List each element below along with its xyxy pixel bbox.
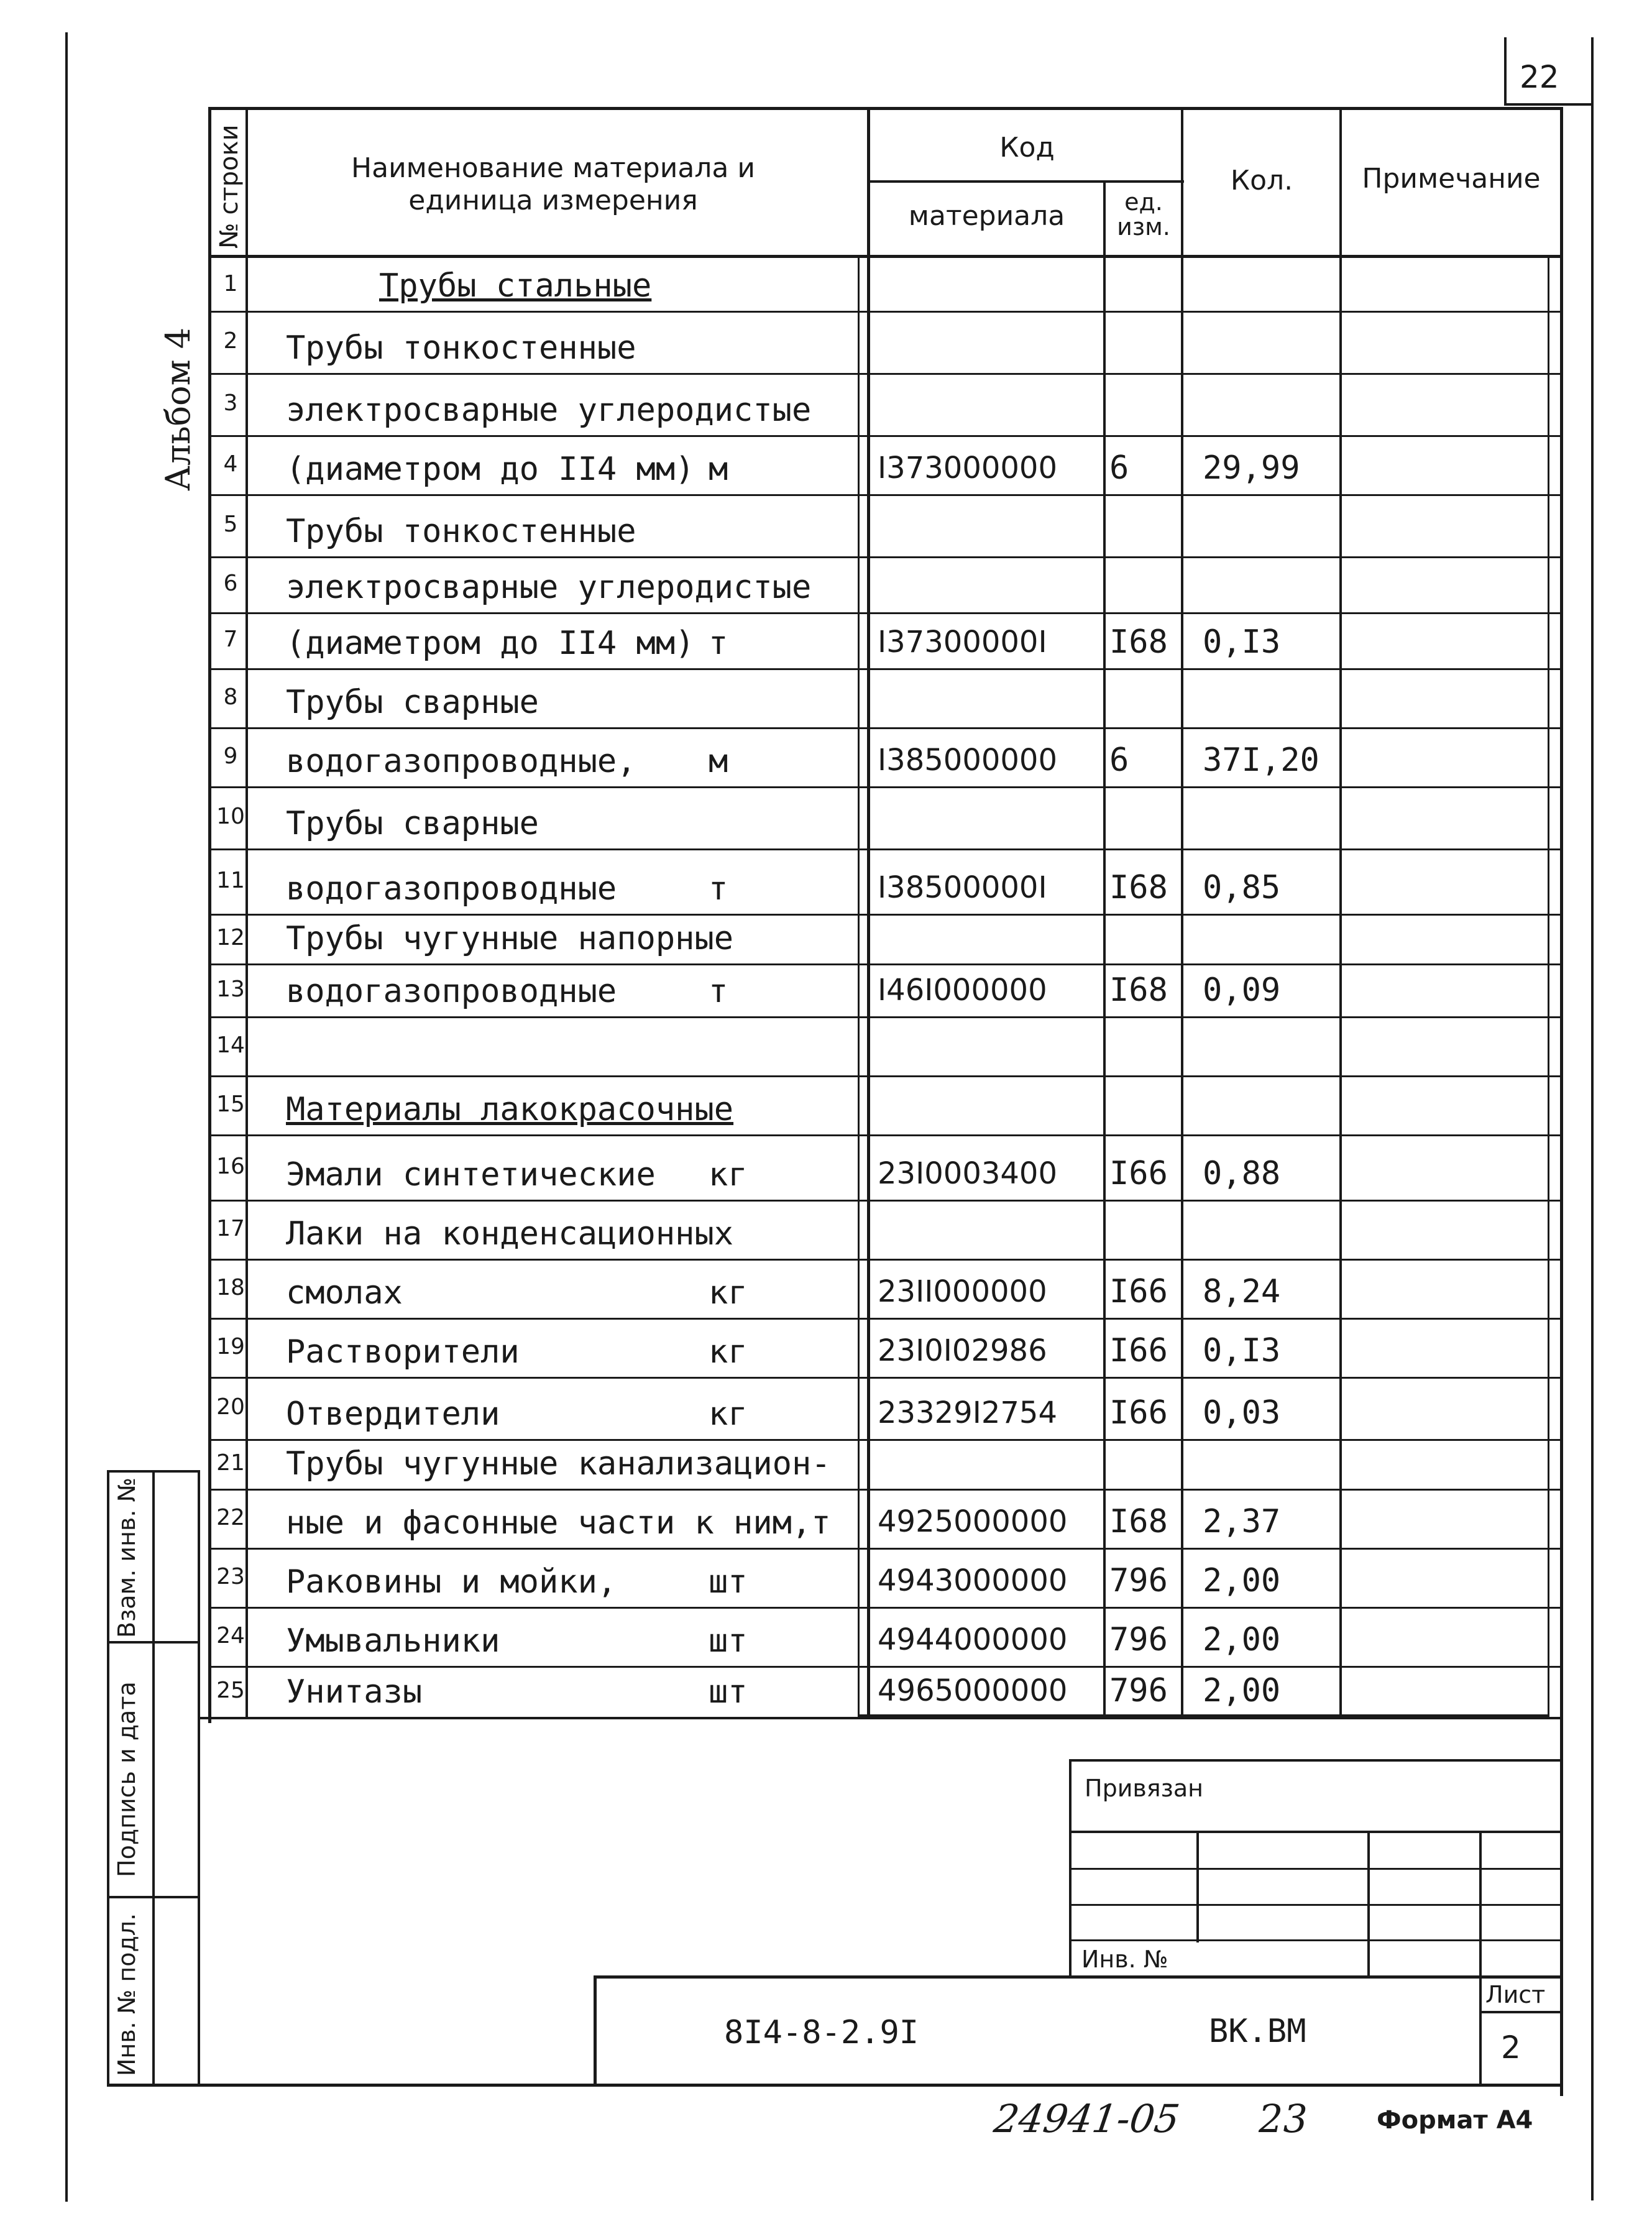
material-name: Раковины и мойки,: [286, 1563, 617, 1601]
document-code: 8I4-8-2.9I: [724, 2014, 919, 2051]
material-name: Трубы сварные: [286, 684, 539, 721]
unit-code: 6: [1109, 742, 1129, 779]
unit-code: I66: [1109, 1332, 1168, 1369]
material-name: электросварные углеродистые: [286, 392, 812, 429]
header-quantity: Кол.: [1230, 165, 1293, 196]
header-note: Примечание: [1362, 163, 1541, 195]
quantity: 8,24: [1203, 1273, 1281, 1310]
row-number: 24: [216, 1622, 245, 1648]
material-name: Трубы тонкостенные: [286, 329, 636, 367]
material-code: 23I0I02986: [878, 1333, 1047, 1368]
row-number: 20: [216, 1394, 245, 1420]
material-code: 4925000000: [878, 1504, 1068, 1539]
row-number: 9: [223, 743, 238, 769]
document-mark: ВК.ВМ: [1209, 2013, 1306, 2050]
quantity: 37I,20: [1203, 742, 1319, 779]
header-material-code: материала: [908, 200, 1065, 232]
unit-name: шт: [709, 1563, 748, 1601]
material-name: Трубы чугунные канализацион-: [286, 1445, 831, 1483]
unit-name: кг: [709, 1156, 748, 1193]
material-name: (диаметром до II4 мм): [286, 625, 695, 662]
material-name: Умывальники: [286, 1622, 500, 1660]
material-code: I37300000I: [878, 625, 1047, 660]
quantity: 0,85: [1203, 869, 1281, 906]
material-name: Трубы сварные: [286, 805, 539, 842]
stamp-linked-label: Привязан: [1085, 1775, 1203, 1802]
sheet-number: 2: [1501, 2030, 1521, 2066]
unit-name: м: [709, 743, 728, 780]
unit-code: 6: [1109, 449, 1129, 487]
material-code: I38500000I: [878, 870, 1047, 905]
material-name: Растворители: [286, 1333, 520, 1371]
material-code: 23II000000: [878, 1274, 1047, 1309]
header-row-number-label: № строки: [215, 124, 244, 249]
format-label: Формат А4: [1377, 2106, 1533, 2135]
side-stamp-inv-original: Инв. № подл.: [113, 1913, 140, 2076]
quantity: 0,03: [1203, 1394, 1281, 1432]
header-unit: ед. изм.: [1117, 188, 1170, 241]
material-code: 23329I2754: [878, 1395, 1058, 1430]
row-number: 14: [216, 1032, 245, 1058]
header-code: Код: [999, 132, 1055, 163]
material-name: смолах: [286, 1274, 403, 1312]
material-code: I46I000000: [878, 973, 1047, 1008]
row-number: 12: [216, 925, 245, 950]
material-name: Отвердители: [286, 1395, 500, 1433]
quantity: 0,I3: [1203, 1332, 1281, 1369]
material-name: Трубы стальные: [379, 267, 652, 305]
handwritten-number: 24941-05: [991, 2096, 1183, 2141]
quantity: 2,00: [1203, 1562, 1281, 1599]
unit-code: I68: [1109, 869, 1168, 906]
row-number: 5: [223, 512, 238, 537]
quantity: 2,00: [1203, 1621, 1281, 1658]
material-name: водогазопроводные: [286, 870, 617, 908]
unit-code: I66: [1109, 1394, 1168, 1432]
row-number: 21: [216, 1450, 245, 1476]
side-stamp-signature-date: Подпись и дата: [113, 1681, 140, 1877]
unit-name: т: [709, 973, 728, 1010]
row-number: 18: [216, 1274, 245, 1300]
material-code: 4944000000: [878, 1622, 1068, 1657]
quantity: 2,37: [1203, 1503, 1281, 1540]
material-name: электросварные углеродистые: [286, 569, 812, 606]
unit-code: I66: [1109, 1273, 1168, 1310]
quantity: 0,88: [1203, 1155, 1281, 1192]
unit-name: кг: [709, 1395, 748, 1433]
unit-name: т: [709, 625, 728, 662]
row-number: 1: [223, 270, 238, 297]
side-stamp-vzam: Взам. инв. №: [113, 1477, 140, 1638]
handwritten-page: 23: [1259, 2096, 1308, 2141]
sheet-label: Лист: [1485, 1981, 1546, 2008]
material-code: 4965000000: [878, 1673, 1068, 1708]
material-name: Трубы тонкостенные: [286, 513, 636, 550]
material-name: Трубы чугунные напорные: [286, 920, 734, 957]
row-number: 10: [216, 804, 245, 829]
album-label: Альбом 4: [158, 327, 198, 491]
material-code: I373000000: [878, 451, 1058, 485]
unit-name: кг: [709, 1333, 748, 1371]
material-name: водогазопроводные,: [286, 743, 636, 780]
page-number: 22: [1520, 59, 1559, 95]
material-name: Материалы лакокрасочные: [286, 1091, 734, 1128]
row-number: 15: [216, 1091, 245, 1117]
material-code: 23I0003400: [878, 1156, 1058, 1191]
unit-name: м: [709, 451, 728, 488]
row-number: 4: [223, 451, 238, 477]
stamp-inv-no-label: Инв. №: [1081, 1946, 1168, 1973]
quantity: 0,09: [1203, 972, 1281, 1009]
row-number: 8: [223, 684, 238, 710]
row-number: 13: [216, 976, 245, 1002]
unit-code: 796: [1109, 1672, 1168, 1709]
unit-code: I66: [1109, 1155, 1168, 1192]
row-number: 25: [216, 1678, 245, 1703]
material-name: Лаки на конденсационных: [286, 1215, 734, 1253]
unit-code: 796: [1109, 1621, 1168, 1658]
unit-name: шт: [709, 1622, 748, 1660]
material-name: Эмали синтетические: [286, 1156, 656, 1193]
material-code: 4943000000: [878, 1563, 1068, 1598]
quantity: 29,99: [1203, 449, 1300, 487]
quantity: 0,I3: [1203, 623, 1281, 661]
quantity: 2,00: [1203, 1672, 1281, 1709]
unit-name: кг: [709, 1274, 748, 1312]
row-number: 7: [223, 627, 238, 652]
row-number: 23: [216, 1563, 245, 1589]
material-code: I385000000: [878, 743, 1058, 778]
unit-code: 796: [1109, 1562, 1168, 1599]
unit-code: I68: [1109, 972, 1168, 1009]
material-name: ные и фасонные части к ним,т: [286, 1504, 831, 1542]
header-row-number: [211, 112, 246, 254]
row-number: 3: [223, 390, 238, 416]
unit-name: шт: [709, 1673, 748, 1711]
row-number: 16: [216, 1153, 245, 1179]
row-number: 22: [216, 1504, 245, 1530]
material-name: водогазопроводные: [286, 973, 617, 1010]
unit-name: т: [709, 870, 728, 908]
row-number: 2: [223, 328, 238, 354]
material-name: (диаметром до II4 мм): [286, 451, 695, 488]
row-number: 17: [216, 1215, 245, 1241]
row-number: 11: [216, 867, 245, 893]
unit-code: I68: [1109, 1503, 1168, 1540]
row-number: 19: [216, 1333, 245, 1359]
unit-code: I68: [1109, 623, 1168, 661]
row-number: 6: [223, 571, 238, 596]
header-name: Наименование материала и единица измерения: [351, 152, 755, 216]
material-name: Унитазы: [286, 1673, 423, 1711]
